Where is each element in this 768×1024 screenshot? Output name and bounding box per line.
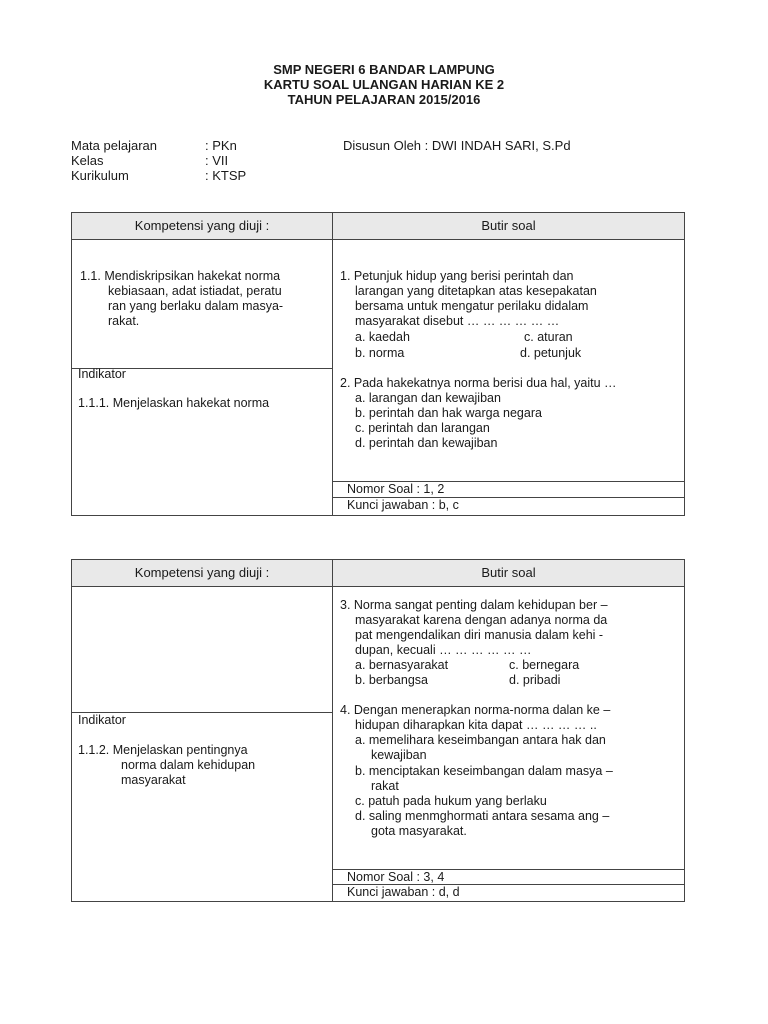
indicator-text: norma dalam kehidupan	[121, 758, 256, 772]
option-a: a. memelihara keseimbangan antara hak dan	[355, 733, 606, 747]
option-a: a. bernasyarakat	[355, 658, 449, 672]
question-1: 1. Petunjuk hidup yang berisi perintah dan	[340, 269, 574, 283]
option-d: gota masyarakat.	[371, 824, 467, 838]
school-name: SMP NEGERI 6 BANDAR LAMPUNG	[273, 62, 495, 77]
option-d: d. pribadi	[509, 673, 561, 687]
question-3: masyarakat karena dengan adanya norma da	[355, 613, 608, 627]
question-3: pat mengendalikan diri manusia dalam kehi -	[355, 628, 604, 642]
option-b: b. menciptakan keseimbangan dalam masya –	[355, 764, 613, 778]
indicator-text: 1.1.2. Menjelaskan pentingnya	[78, 743, 248, 757]
academic-year: TAHUN PELAJARAN 2015/2016	[287, 92, 481, 107]
kunci-jawaban: Kunci jawaban : d, d	[347, 885, 460, 899]
option-b: rakat	[371, 779, 399, 793]
competency-text: kebiasaan, adat istiadat, peratu	[108, 284, 282, 298]
option-b: b. norma	[355, 346, 405, 360]
option-b: b. berbangsa	[355, 673, 428, 687]
mapel-label: Mata pelajaran	[71, 138, 157, 153]
kelas-label: Kelas	[71, 153, 104, 168]
question-3: 3. Norma sangat penting dalam kehidupan ber –	[340, 598, 608, 612]
option-a: kewajiban	[371, 748, 427, 762]
question-card-2	[71, 559, 685, 902]
option-c: c. bernegara	[509, 658, 580, 672]
indicator-label: Indikator	[78, 713, 126, 727]
items-header: Butir soal	[481, 565, 536, 580]
question-4: 4. Dengan menerapkan norma-norma dalan ke –	[340, 703, 611, 717]
column-divider	[332, 213, 333, 515]
option-c: c. aturan	[524, 330, 573, 344]
option-a: a. larangan dan kewajiban	[355, 391, 501, 405]
nomor-soal: Nomor Soal : 3, 4	[347, 870, 445, 884]
competency-header: Kompetensi yang diuji :	[134, 565, 270, 580]
author: Disusun Oleh : DWI INDAH SARI, S.Pd	[343, 138, 571, 153]
competency-header: Kompetensi yang diuji :	[134, 218, 270, 233]
indicator-text: masyarakat	[121, 773, 186, 787]
question-4: hidupan diharapkan kita dapat … … … … ..	[355, 718, 597, 732]
kunci-jawaban: Kunci jawaban : b, c	[347, 498, 459, 512]
option-d: d. petunjuk	[520, 346, 582, 360]
column-divider	[332, 560, 333, 901]
kelas-value: : VII	[205, 153, 229, 168]
nomor-soal: Nomor Soal : 1, 2	[347, 482, 445, 496]
items-header: Butir soal	[481, 218, 536, 233]
question-1: masyarakat disebut … … … … … …	[355, 314, 560, 328]
kurikulum-value: : KTSP	[205, 168, 247, 183]
option-c: c. patuh pada hukum yang berlaku	[355, 794, 547, 808]
exam-title: KARTU SOAL ULANGAN HARIAN KE 2	[263, 77, 505, 92]
option-d: d. perintah dan kewajiban	[355, 436, 498, 450]
question-3: dupan, kecuali … … … … … …	[355, 643, 532, 657]
question-card-1	[71, 212, 685, 516]
kurikulum-label: Kurikulum	[71, 168, 129, 183]
question-1: bersama untuk mengatur perilaku didalam	[355, 299, 589, 313]
question-1: larangan yang ditetapkan atas kesepakatan	[355, 284, 597, 298]
competency-text: 1.1. Mendiskripsikan hakekat norma	[80, 269, 281, 283]
competency-text: ran yang berlaku dalam masya-	[108, 299, 284, 313]
option-c: c. perintah dan larangan	[355, 421, 490, 435]
question-2: 2. Pada hakekatnya norma berisi dua hal, yaitu …	[340, 376, 617, 390]
indicator-text: 1.1.1. Menjelaskan hakekat norma	[78, 396, 270, 410]
option-b: b. perintah dan hak warga negara	[355, 406, 542, 420]
option-a: a. kaedah	[355, 330, 410, 344]
mapel-value: : PKn	[205, 138, 237, 153]
competency-text: rakat.	[108, 314, 140, 328]
option-d: d. saling menmghormati antara sesama ang –	[355, 809, 610, 823]
indicator-label: Indikator	[78, 367, 126, 381]
